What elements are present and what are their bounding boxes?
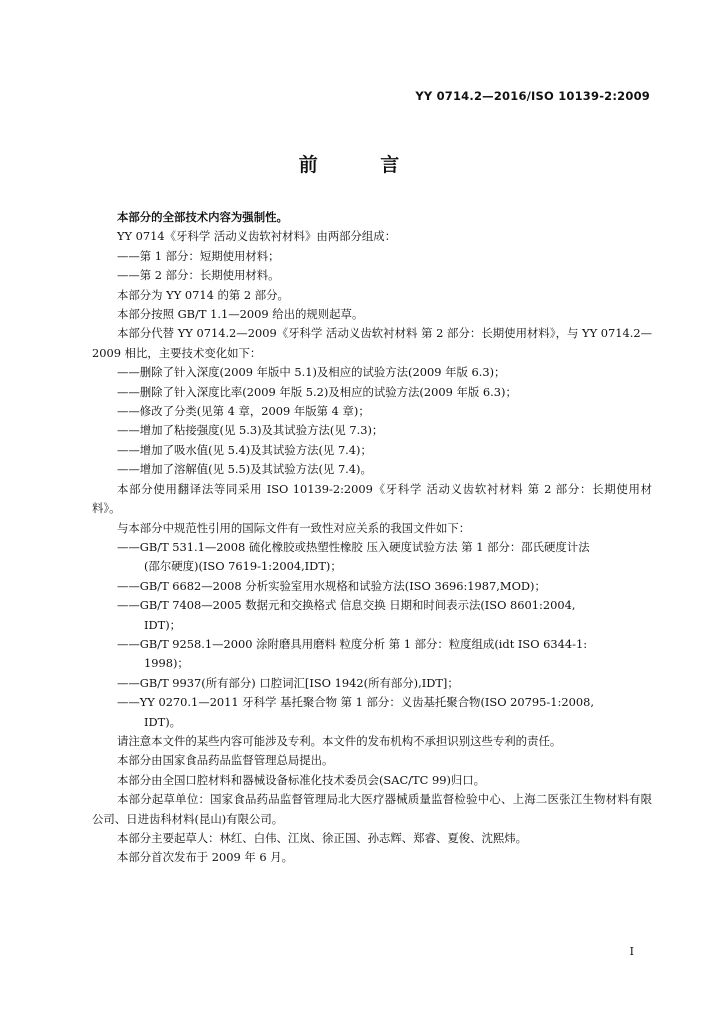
reference-item <box>92 693 652 732</box>
reference-item <box>92 635 652 674</box>
reference-item <box>92 538 652 577</box>
drafting-rules-paragraph: 本部分按照 GB/T 1.1—2009 给出的规则起草。 <box>117 307 364 322</box>
reference-line: ——GB/T 7408—2005 数据元和交换格式 信息交换 日期和时间表示法(ISO 8601:2004, <box>117 598 576 613</box>
reference-line: ——GB/T 9937(所有部分) 口腔词汇[ISO 1942(所有部分),IDT]； <box>117 675 459 690</box>
reference-continuation: IDT)。 <box>144 714 182 729</box>
reference-item <box>92 577 652 596</box>
references-intro: 与本部分中规范性引用的国际文件有一致性对应关系的我国文件如下： <box>117 520 471 535</box>
reference-line: ——GB/T 6682—2008 分析实验室用水规格和试验方法(ISO 3696:1987,MOD)； <box>117 578 546 593</box>
change-item: ——删除了针入深度(2009 年版中 5.1)及相应的试验方法(2009 年版 6.3)； <box>117 365 506 380</box>
change-item: ——增加了吸水值(见 5.4)及其试验方法(见 7.4)； <box>117 442 372 457</box>
change-item: ——修改了分类(见第 4 章，2009 年版第 4 章)； <box>117 404 370 419</box>
proposed-by: 本部分由国家食品药品监督管理总局提出。 <box>117 753 334 768</box>
first-release: 本部分首次发布于 2009 年 6 月。 <box>117 850 294 865</box>
part-item: ——第 2 部分：长期使用材料。 <box>117 268 280 283</box>
part-item: ——第 1 部分：短期使用材料； <box>117 248 280 263</box>
mandatory-statement: 本部分的全部技术内容为强制性。 <box>117 210 288 224</box>
composition-paragraph: YY 0714《牙科学 活动义齿软衬材料》由两部分组成： <box>117 229 397 244</box>
translation-paragraph: 本部分使用翻译法等同采用 ISO 10139-2:2009《牙科学 活动义齿软衬材料 第 2 部分：长期使用材料》。 <box>92 481 652 516</box>
page-title: 前 言 <box>298 154 428 176</box>
change-item: ——增加了粘接强度(见 5.3)及其试验方法(见 7.3)； <box>117 423 384 438</box>
reference-line: ——GB/T 9258.1—2000 涂附磨具用磨料 粒度分析 第 1 部分：粒度组成(idt ISO 6344-1: <box>117 636 588 651</box>
reference-item <box>92 674 652 693</box>
patent-notice: 请注意本文件的某些内容可能涉及专利。本文件的发布机构不承担识别这些专利的责任。 <box>117 733 562 748</box>
change-item: ——增加了溶解值(见 5.5)及其试验方法(见 7.4)。 <box>117 462 372 477</box>
standard-code: YY 0714.2—2016/ISO 10139-2:2009 <box>415 89 650 103</box>
page-number: I <box>629 945 634 958</box>
reference-item <box>92 596 652 635</box>
foreword-body <box>92 208 652 868</box>
reference-line: ——GB/T 531.1—2008 硫化橡胶或热塑性橡胶 压入硬度试验方法 第 1 部分：邵氏硬度计法 <box>117 539 590 554</box>
this-part-paragraph: 本部分为 YY 0714 的第 2 部分。 <box>117 287 289 302</box>
reference-continuation: (邵尔硬度)(ISO 7619-1:2004,IDT)； <box>144 559 342 574</box>
reference-continuation: IDT)； <box>144 617 182 632</box>
reference-line: ——YY 0270.1—2011 牙科学 基托聚合物 第 1 部分：义齿基托聚合物(ISO 20795-1:2008, <box>117 695 594 710</box>
reference-continuation: 1998)； <box>144 656 189 671</box>
change-item: ——删除了针入深度比率(2009 年版 5.2)及相应的试验方法(2009 年版 6.3)； <box>117 384 517 399</box>
main-drafters: 本部分主要起草人：林红、白伟、江岚、徐正国、孙志辉、郑睿、夏俊、沈熙炜。 <box>117 831 528 845</box>
replaces-paragraph: 本部分代替 YY 0714.2—2009《牙科学 活动义齿软衬材料 第 2 部分：长期使用材料》，与 YY 0714.2—2009 相比，主要技术变化如下： <box>92 326 652 360</box>
drafting-units: 本部分起草单位：国家食品药品监督管理局北大医疗器械质量监督检验中心、上海二医张江生物材料有限公司、日进齿科材料(昆山)有限公司。 <box>92 792 652 826</box>
centralized-by: 本部分由全国口腔材料和器械设备标准化技术委员会(SAC/TC 99)归口。 <box>117 772 486 787</box>
